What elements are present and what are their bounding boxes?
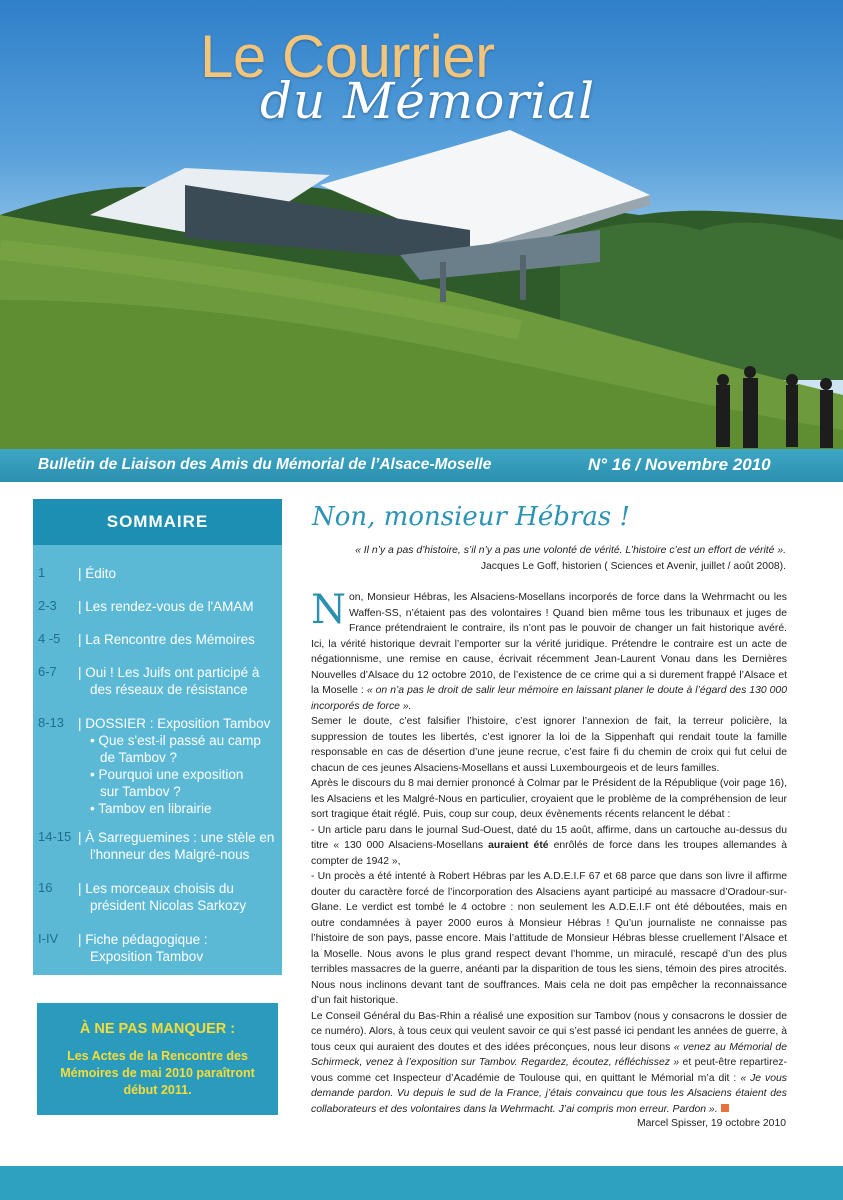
editorial-headline: Non, monsieur Hébras ! xyxy=(312,502,630,532)
toc-page: 6-7 xyxy=(38,664,57,679)
toc-label: | À Sarreguemines : une stèle en l'honneur des Malgré-nous xyxy=(78,830,275,862)
toc-label: | Les rendez-vous de l'AMAM xyxy=(78,599,254,614)
footer-bar xyxy=(0,1166,843,1200)
toc-label: | DOSSIER : Exposition Tambov • Que s'est-il passé au camp de Tambov ? • Pourquoi une exposition sur Tambov ? • Tambov en librairie xyxy=(78,716,271,816)
paragraph: - Un procès a été intenté à Robert Hébras par les A.D.E.I.F 67 et 68 parce que dans son livre il affirme douter du caractère forcé de l’incorporation des Alsaciens ayant participé au massacre d’Oradour-sur-Glane. Le verdict est tombé le 4 octobre : non seulement les A.D.E.I.F ont été déboutées, mais en outre condamnées à payer 2000 euros à Monsieur Hébras ! Qu’un journaliste ne connaisse pas l’histoire de son pays, passe encore. Mais l’attitude de Monsieur Hébras blesse cruellement l’Alsace et la Moselle. Nous avons le plus grand respect devant l’homme, un miraculé, rescapé d’un des plus terribles massacres de la guerre, anéanti par la disparition de tous les siens, témoin des pires atrocités. Nous nous inclinons devant tant de souffrances. Mais cela ne doit pas empêcher la reconnaissance d’un fait historique. xyxy=(311,871,787,1006)
notice-box xyxy=(37,1003,278,1115)
cover-photo xyxy=(0,0,843,450)
toc-page: 8-13 xyxy=(38,715,65,730)
toc-page: 1 xyxy=(38,565,46,580)
toc-label: | Les morceaux choisis du président Nicolas Sarkozy xyxy=(78,881,247,913)
end-mark-icon xyxy=(721,1104,729,1112)
toc-label: | La Rencontre des Mémoires xyxy=(78,632,255,647)
paragraph: - Un article paru dans le journal Sud-Ouest, daté du 15 août, affirme, dans un cartouche au-dessus du titre « 130 000 Alsaciens-Mosellans auraient été enrôlés de force dans les troupes allemandes à compter de 1942 », xyxy=(311,824,787,867)
toc-page: 4 -5 xyxy=(38,631,61,646)
drop-cap: N xyxy=(311,587,346,633)
notice-title: À NE PAS MANQUER : xyxy=(79,1021,236,1037)
editorial-body xyxy=(311,587,788,1117)
issue-banner xyxy=(0,449,843,482)
toc-label: | Oui ! Les Juifs ont participé à des réseaux de résistance xyxy=(78,665,260,697)
author-signature: Marcel Spisser, 19 octobre 2010 xyxy=(636,1118,786,1129)
masthead-subtitle: du Mémorial xyxy=(260,72,596,130)
epigraph xyxy=(316,543,786,574)
paragraph: Non, Monsieur Hébras, les Alsaciens-Mosellans incorporés de force dans la Wehrmacht ou les Waffen-SS, n’étaient pas des volontaires ! Quand bien même tous les tribunaux et juges de France prétendraient le contraire, ils n’ont pas le pouvoir de changer un fait historique avéré. Ici, la vérité historique devrait l’emporter sur la vérité juridique. Prétendre le contraire est un acte de négationnisme, une remise en cause, écrivait récemment Jean-Laurent Vonau dans les Dernières Nouvelles d’Alsace du 12 octobre 2010, de l’existence de ce crime qui a si durement frappé l’Alsace et la Moselle : « on n’a pas le droit de salir leur mémoire en laissant planer le doute à l’égard des 130 000 incorporés de force ». xyxy=(311,587,787,712)
paragraph: Après le discours du 8 mai dernier prononcé à Colmar par le Président de la République (voir page 16), les Alsaciens et les Malgré-Nous en particulier, croyaient que le problème de la compréhension de leur sort tragique était réglé. Puis, coup sur coup, deux évènements récents relancent le débat : xyxy=(311,778,787,820)
issue-number: N° 16 / Novembre 2010 xyxy=(588,455,771,474)
masthead-title: Le Courrier xyxy=(200,23,495,90)
toc-page: 2-3 xyxy=(38,598,57,613)
bulletin-subtitle: Bulletin de Liaison des Amis du Mémorial de l’Alsace-Moselle xyxy=(38,456,492,473)
paragraph: Le Conseil Général du Bas-Rhin a réalisé une exposition sur Tambov (nous y consacrons le dossier de ce numéro). Alors, à tous ceux qui veulent savoir ce qui s’est passé ici pendant les années de guerre, à tous ceux qui auraient des doutes et des idées préconçues, nous leur disons « venez au Mémorial de Schirmeck, venez à l’exposition sur Tambov. Regardez, écoutez, réfléchissez » et peut-être repartirez-vous comme cet Inspecteur d’Académie de Toulouse qui, en quittant le Mémorial m’a dit : « Je vous demande pardon. Vu depuis le sud de la France, j’étais convaincu que tous les Alsaciens étaient des collaborateurs et des volontaires dans la Wehrmacht. J’ai compris mon erreur. Pardon ». xyxy=(311,1010,788,1115)
toc-title: SOMMAIRE xyxy=(106,512,209,531)
epigraph-author: Jacques Le Goff, historien ( Sciences et Avenir, juillet / août 2008). xyxy=(480,560,786,572)
table-of-contents xyxy=(33,499,282,975)
toc-label: | Édito xyxy=(78,566,117,581)
paragraph: Semer le doute, c’est falsifier l’histoire, c’est ignorer l’annexion de fait, la terreur policière, la suppression de toutes les libertés, c’est ignorer la loi de la Sippenhaft qui rendait toute la famille responsable en cas de désertion d’une jeune recrue, c’est faire fi du chemin de croix qui fut celui de chacun de ces jeunes Alsaciens-Mosellans et aussi Luxembourgeois et de leurs familles. xyxy=(311,716,787,774)
epigraph-quote: « Il n’y a pas d’histoire, s’il n’y a pas une volonté de vérité. L’histoire c’est un effort de vérité ». xyxy=(355,545,786,556)
toc-header xyxy=(33,499,282,545)
toc-page: I-IV xyxy=(38,931,59,946)
notice-body: Les Actes de la Rencontre des Mémoires de mai 2010 paraîtront début 2011. xyxy=(60,1049,255,1097)
toc-page: 16 xyxy=(38,880,53,895)
toc-page: 14-15 xyxy=(38,829,72,844)
toc-label: | Fiche pédagogique : Exposition Tambov xyxy=(78,932,208,964)
